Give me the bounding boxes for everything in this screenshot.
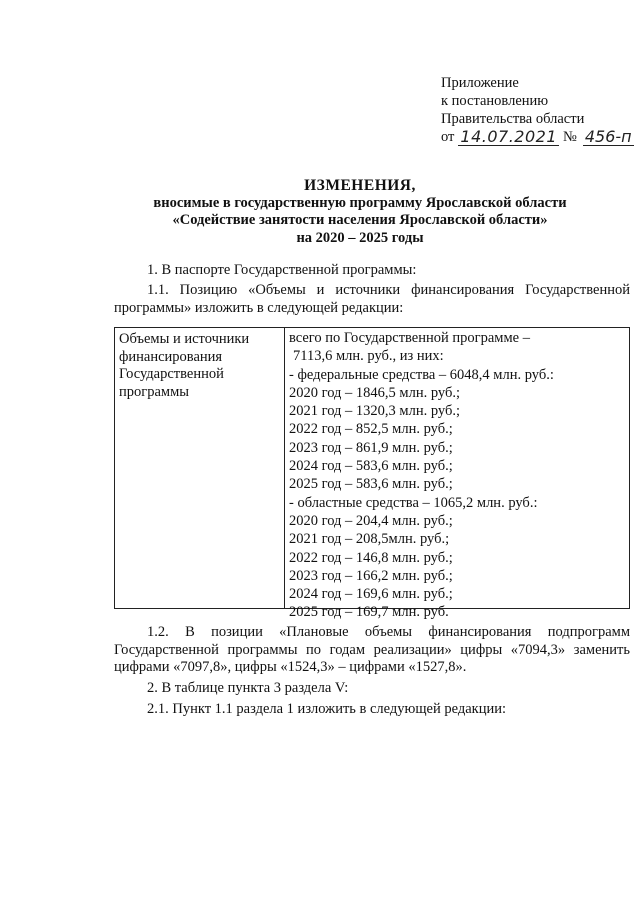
table-right-line: 2025 год – 583,6 млн. руб.; [289, 476, 453, 493]
table-right-line: 2021 год – 1320,3 млн. руб.; [289, 403, 460, 420]
table-left-cell [115, 328, 285, 608]
table-right-line: всего по Государственной программе – [289, 330, 530, 346]
table-right-cell [285, 328, 629, 621]
table-right-line: 2024 год – 169,6 млн. руб.; [289, 586, 453, 603]
handwritten-date: 14.07.2021 [460, 127, 558, 146]
table-right-line: - федеральные средства – 6048,4 млн. руб.: [289, 366, 554, 383]
appendix-date-row [441, 128, 634, 146]
appendix-block [441, 74, 634, 146]
table-right-line: - областные средства – 1065,2 млн. руб.: [289, 494, 538, 511]
document-title [120, 177, 600, 247]
paragraph-2-1: 2.1. Пункт 1.1 раздела 1 изложить в следующей редакции: [147, 701, 507, 717]
handwritten-number: 456-п [584, 127, 632, 146]
table-left-line: Государственной [119, 366, 224, 382]
table-right-line: 2021 год – 208,5млн. руб.; [289, 531, 450, 548]
paragraph-1-2: 1.2. В позиции «Плановые объемы финансирования подпрограмм Государственной программы по годам реализации» цифры «7094,3» заменить цифрами «7097,8», цифры «1524,3» – цифрами «1527,8». [114, 624, 630, 675]
title-line-3: «Содействие занятости населения Ярославской области» [172, 212, 548, 228]
title-line-1: ИЗМЕНЕНИЯ, [304, 177, 416, 194]
appendix-line-3: Правительства области [441, 111, 585, 127]
date-prefix: от [441, 129, 455, 145]
table-right-line: 2023 год – 861,9 млн. руб.; [289, 439, 453, 456]
paragraph-1: 1. В паспорте Государственной программы: [147, 262, 417, 278]
financing-table [114, 327, 630, 621]
appendix-line-2: к постановлению [441, 93, 549, 109]
table-right-line: 2020 год – 204,4 млн. руб.; [289, 512, 453, 529]
table-left-line: Объемы и источники [119, 331, 250, 347]
table-right-line: 2022 год – 852,5 млн. руб.; [289, 421, 453, 438]
table-right-line: 2023 год – 166,2 млн. руб.; [289, 567, 453, 584]
title-line-2: вносимые в государственную программу Ярославской области [153, 194, 567, 211]
table-right-line: 2024 год – 583,6 млн. руб.; [289, 458, 453, 475]
paragraph-1-1: 1.1. Позицию «Объемы и источники финансирования Государственной программы» изложить в следующей редакции: [114, 282, 630, 316]
table-left-line: программы [119, 383, 189, 400]
table-right-line: 2025 год – 169,7 млн. руб. [289, 604, 449, 621]
table-right-line: 7113,6 млн. руб., из них: [293, 348, 444, 365]
table-right-line: 2020 год – 1846,5 млн. руб.; [289, 384, 460, 401]
title-line-4: на 2020 – 2025 годы [296, 229, 424, 246]
appendix-line-1: Приложение [441, 75, 519, 91]
table-left-line: финансирования [119, 348, 223, 365]
paragraph-2: 2. В таблице пункта 3 раздела V: [147, 680, 349, 696]
table-right-line: 2022 год – 146,8 млн. руб.; [289, 549, 453, 566]
number-sign: № [563, 129, 577, 145]
